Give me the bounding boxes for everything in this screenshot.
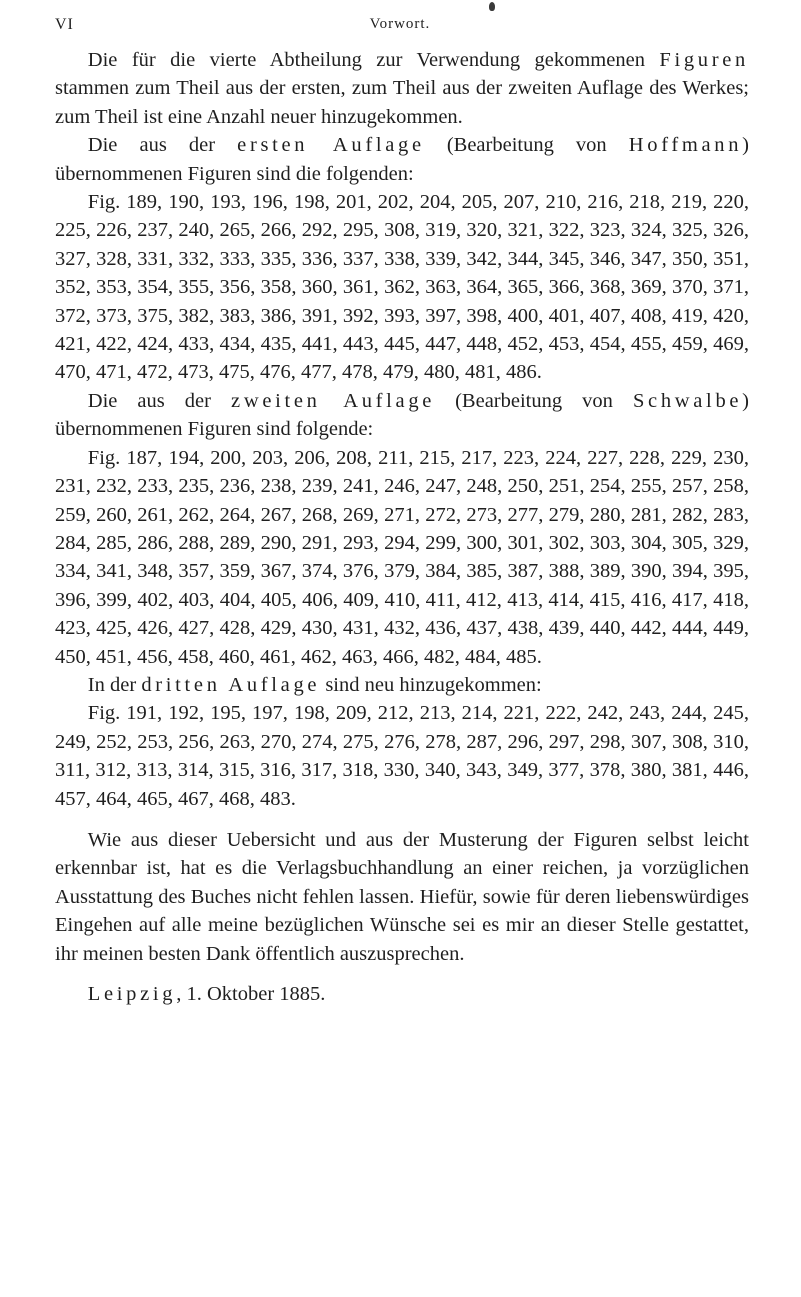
first-edition-figures: Fig. 189, 190, 193, 196, 198, 201, 202, 204, 205, 207, 210, 216, 218, 219, 220, 225, 226, 237, 240, 265, 266, 292, 295, 308, 319, 320, 321, 322, 323, 324, 325, 326, 327, 328, 331, 332, 333, 335, 336, 337, 338, 339, 342, 344, 345, 346, 347, 350, 351, 352, 353, 354, 355, 356, 358, 360, 361, 362, 363, 364, 365, 366, 368, 369, 370, 371, 372, 373, 375, 382, 383, 386, 391, 392, 393, 397, 398, 400, 401, 407, 408, 419, 420, 421, 422, 424, 433, 434, 435, 441, 443, 445, 447, 448, 452, 453, 454, 455, 459, 469, 470, 471, 472, 473, 475, 476, 477, 478, 479, 480, 481, 486.: [55, 191, 749, 384]
author-name: Schwalbe: [632, 389, 743, 412]
third-edition-figures: Fig. 191, 192, 195, 197, 198, 209, 212, 213, 214, 221, 222, 242, 243, 244, 245, 249, 252, 253, 256, 263, 270, 274, 275, 276, 278, 287, 296, 297, 298, 307, 308, 310, 311, 312, 313, 314, 315, 316, 317, 318, 330, 340, 343, 349, 377, 378, 380, 381, 446, 457, 464, 465, 467, 468, 483.: [55, 702, 749, 810]
spaced-word: Figuren: [659, 49, 749, 71]
spaced-word: dritten Auflage: [141, 673, 321, 696]
preface-body: [55, 46, 749, 1008]
intro-paragraph: Die für die vierte Abtheilung zur Verwendung gekommenen Figuren stammen zum Theil aus der ersten, zum Theil aus der zweiten Auflage des Werkes; zum Theil ist eine Anzahl neuer hinzugekommen.: [55, 49, 749, 128]
first-edition-heading: Die aus der ersten Auflage (Bearbeitung von Hoffmann) übernommenen Figuren sind die folgenden:: [55, 134, 749, 185]
spaced-word: ersten Auflage: [237, 134, 425, 157]
signature-place: Leipzig: [87, 983, 177, 1005]
ink-mark: [489, 2, 495, 11]
running-title: Vorwort.: [369, 16, 431, 32]
spaced-word: zweiten Auflage: [231, 389, 436, 412]
second-edition-figures: Fig. 187, 194, 200, 203, 206, 208, 211, 215, 217, 223, 224, 227, 228, 229, 230, 231, 232, 233, 235, 236, 238, 239, 241, 246, 247, 248, 250, 251, 254, 255, 257, 258, 259, 260, 261, 262, 264, 267, 268, 269, 271, 272, 273, 277, 279, 280, 281, 282, 283, 284, 285, 286, 288, 289, 290, 291, 293, 294, 299, 300, 301, 302, 303, 304, 305, 329, 334, 341, 348, 357, 359, 367, 374, 376, 379, 384, 385, 387, 388, 389, 390, 394, 395, 396, 399, 402, 403, 404, 405, 406, 409, 410, 411, 412, 413, 414, 415, 416, 417, 418, 423, 425, 426, 427, 428, 429, 430, 431, 432, 436, 437, 438, 439, 440, 442, 444, 449, 450, 451, 456, 458, 460, 461, 462, 463, 466, 482, 484, 485.: [55, 446, 749, 668]
page-number: VI: [55, 16, 74, 33]
second-edition-heading: Die aus der zweiten Auflage (Bearbeitung von Schwalbe) übernommenen Figuren sind folgende:: [55, 389, 749, 441]
author-name: Hoffmann: [628, 134, 743, 157]
page-header: [55, 16, 745, 40]
signature-date: , 1. Oktober 1885.: [176, 983, 326, 1005]
closing-paragraph: Wie aus dieser Uebersicht und aus der Musterung der Figuren selbst leicht erkennbar ist, hat es die Verlagsbuchhandlung an einer reichen, ja vorzüglichen Ausstattung des Buches nicht fehlen lassen. Hiefür, sowie für deren liebenswürdiges Eingehen auf alle meine bezüglichen Wünsche sei es mir an dieser Stelle gestattet, ihr meinen besten Dank öffentlich auszusprechen.: [55, 828, 749, 965]
paragraph-gap: [55, 813, 749, 826]
third-edition-heading: In der dritten Auflage sind neu hinzugekommen:: [87, 673, 542, 696]
signature-line: [55, 980, 749, 1008]
